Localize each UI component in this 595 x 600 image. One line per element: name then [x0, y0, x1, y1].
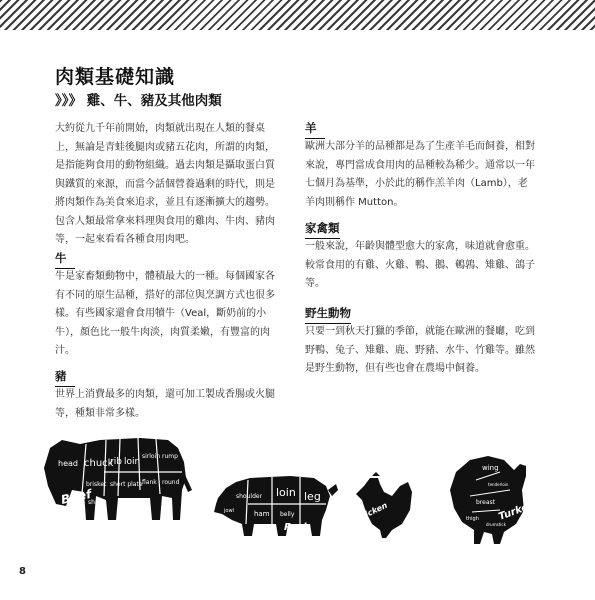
meat-cuts-illustrations — [0, 420, 595, 560]
section-heading-pork: 豬 — [55, 368, 75, 387]
cow-cut-round: round — [162, 479, 180, 486]
turkey-cut-wing: wing — [482, 464, 499, 472]
page-number: 8 — [19, 566, 26, 577]
section-heading-game: 野生動物 — [305, 305, 351, 324]
poultry-paragraph: 一般來說，年齡與體型愈大的家禽，味道就會愈重。較常食用的有雞、火雞、鴨、鵝、鵪鶉、雉雞、鴿子等。 — [305, 241, 535, 289]
beef-paragraph: 牛是家畜類動物中，體積最大的一種。每個國家各有不同的原生品種，搭好的部位與烹調方式也很多樣。有些國家還會食用犢牛（Veal，斷奶前的小牛），顏色比一般牛肉淡，肉質柔嫩，有豐富的肉汁。 — [55, 271, 275, 356]
turkey-cut-drumstick: drumstick — [486, 522, 506, 527]
pig-cut-leg: leg — [304, 490, 321, 503]
cow-cut-chuck: chuck — [84, 458, 114, 469]
pig-script-label: Pork — [284, 522, 310, 533]
cow-cut-flank: flank — [142, 479, 157, 486]
cow-cut-rump: rump — [162, 453, 178, 460]
turkey-illustration — [450, 456, 536, 544]
section-heading-beef: 牛 — [55, 250, 75, 269]
cow-cut-brisket: brisket — [86, 481, 107, 488]
page-subtitle: 》》》 雞、牛、豬及其他肉類 — [55, 93, 222, 109]
pig-illustration — [214, 476, 338, 536]
turkey-script-label: Turkey — [497, 499, 536, 523]
chicken-comb — [372, 472, 380, 476]
lamb-paragraph: 歐洲大部分羊的品種都是為了生產羊毛而飼養，相對來說，專門當成食用肉的品種較為稀少。通常以一年七個月為基準，小於此的稱作羔羊肉（Lamb），老羊肉則稱作 Mutton。 — [305, 141, 535, 208]
section-heading-lamb: 羊 — [305, 120, 325, 139]
cow-cut-shank: shank — [88, 499, 106, 506]
pig-cut-ham: ham — [254, 510, 270, 518]
section-heading-poultry: 家禽類 — [305, 220, 340, 239]
chicken-illustration — [353, 472, 412, 538]
decorative-hatch-band — [0, 0, 595, 30]
pig-cut-loin: loin — [276, 486, 296, 499]
chicken-script-label: Chicken — [353, 500, 389, 524]
intro-paragraph: 大約從九千年前開始，肉類就出現在人類的餐桌上，無論是青蛙後腿肉或豬五花肉，所謂的肉類，是指能夠食用的動物組織。過去肉類是攝取蛋白質與鐵質的來源，而當今話個營養過剩的時代，則是將肉類作為美食來追求，並且有逐漸擴大的趨勢。包含人類最常拿來料理與食用的雞肉、牛肉、豬肉等，一起來看看各種食用肉吧。 — [55, 123, 275, 245]
turkey-cut-tenderloin: tenderloin — [488, 482, 509, 487]
pig-cut-shoulder: shoulder — [236, 493, 263, 500]
cow-cut-head: head — [58, 459, 78, 468]
turkey-cut-breast: breast — [476, 499, 495, 506]
page-title: 肉類基礎知識 — [55, 66, 176, 88]
pig-cut-jowl: jowl — [224, 508, 234, 514]
cow-cut-loin: loin — [124, 457, 141, 467]
cow-illustration — [44, 438, 192, 520]
game-paragraph: 只要一到秋天打獵的季節，就能在歐洲的餐廳，吃到野鴨、兔子、雉雞、鹿、野豬、水牛、竹雞等。雖然是野生動物，但有些也會在農場中飼養。 — [305, 326, 535, 374]
cow-cut-rib: rib — [110, 457, 122, 467]
turkey-cut-thigh: thigh — [466, 516, 479, 522]
pig-tail — [328, 484, 338, 496]
cow-cut-short-plate: short plate — [110, 481, 143, 488]
pig-cut-belly: belly — [280, 511, 295, 518]
cow-cut-sirloin: sirloin — [142, 453, 161, 460]
pork-paragraph: 世界上消費最多的肉類，還可加工製成香腸或火腿等，種類非常多樣。 — [55, 389, 275, 419]
cow-script-label: Beef — [59, 486, 93, 507]
